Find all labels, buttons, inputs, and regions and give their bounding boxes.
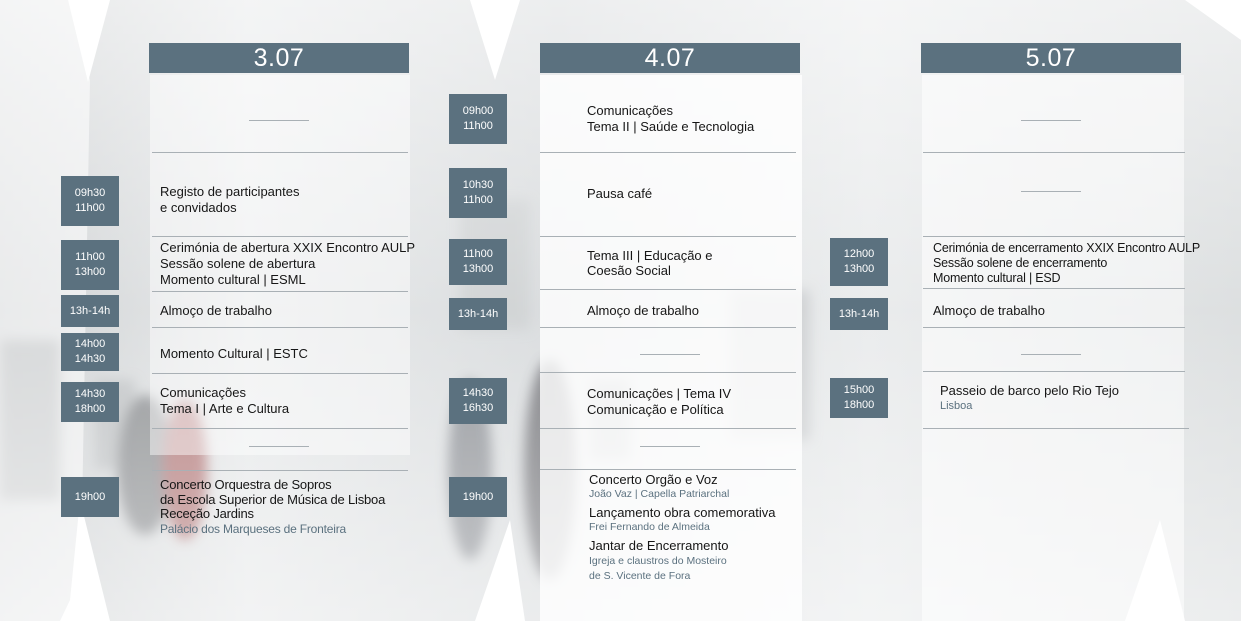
- time-badge: 12h00 13h00: [830, 238, 888, 286]
- divider-short: [1021, 191, 1081, 192]
- session-text: Comunicações Tema I | Arte e Cultura: [160, 385, 290, 416]
- divider: [923, 428, 1189, 429]
- time-badge: 14h00 14h30: [61, 333, 119, 371]
- time-badge: 14h30 18h00: [61, 382, 119, 422]
- divider-short: [1021, 120, 1081, 121]
- session-text: Comunicações Tema II | Saúde e Tecnologia: [587, 103, 755, 134]
- divider-short: [1021, 354, 1081, 355]
- session-text: Pausa café: [587, 186, 653, 201]
- divider-short: [640, 446, 700, 447]
- time-badge: 11h00 13h00: [61, 240, 119, 290]
- divider: [923, 288, 1185, 289]
- session-text: Almoço de trabalho: [933, 303, 1046, 318]
- divider: [540, 469, 796, 470]
- divider-short: [249, 120, 309, 121]
- divider: [152, 291, 408, 292]
- day-header-3-07: 3.07: [149, 43, 409, 73]
- session-text: Cerimónia de abertura XXIX Encontro AULP Sessão solene de abertura Momento cultural | ESML: [160, 240, 416, 287]
- day-header-4-07: 4.07: [540, 43, 800, 73]
- divider: [540, 152, 796, 153]
- session-text: Passeio de barco pelo Rio Tejo Lisboa: [940, 383, 1119, 412]
- divider: [540, 428, 796, 429]
- divider: [152, 373, 408, 374]
- time-badge: 13h-14h: [449, 298, 507, 330]
- divider-short: [640, 354, 700, 355]
- divider: [152, 236, 408, 237]
- time-badge: 09h00 11h00: [449, 94, 507, 144]
- session-text: Momento Cultural | ESTC: [160, 346, 308, 361]
- divider: [540, 236, 796, 237]
- time-badge: 19h00: [61, 477, 119, 517]
- session-text: Tema III | Educação e Coesão Social: [587, 248, 713, 278]
- divider: [540, 372, 796, 373]
- session-text: Concerto Orgão e Voz João Vaz | Capella Patriarchal Lançamento obra comemorativa Frei Fernando de Almeida Jantar de Encerramento Igreja e claustros do Mosteiro de S. Vicente de Fora: [589, 472, 776, 582]
- time-badge: 13h-14h: [830, 298, 888, 330]
- divider: [923, 327, 1185, 328]
- divider: [152, 470, 408, 471]
- time-badge: 19h00: [449, 477, 507, 517]
- time-badge: 10h30 11h00: [449, 168, 507, 218]
- session-text: Almoço de trabalho: [587, 303, 700, 318]
- session-text: Concerto Orquestra de Sopros da Escola Superior de Música de Lisboa Receção Jardins Palácio dos Marqueses de Fronteira: [160, 477, 386, 536]
- divider: [923, 152, 1185, 153]
- time-badge: 13h-14h: [61, 295, 119, 327]
- session-text: Cerimónia de encerramento XXIX Encontro AULP Sessão solene de encerramento Momento cultural | ESD: [933, 241, 1201, 285]
- session-text: Comunicações | Tema IV Comunicação e Política: [587, 386, 732, 417]
- time-badge: 11h00 13h00: [449, 239, 507, 285]
- divider: [923, 371, 1185, 372]
- time-badge: 09h30 11h00: [61, 176, 119, 226]
- divider: [540, 327, 796, 328]
- divider-short: [249, 446, 309, 447]
- time-badge: 14h30 16h30: [449, 378, 507, 424]
- divider: [540, 289, 796, 290]
- time-badge: 15h00 18h00: [830, 378, 888, 418]
- session-text: Almoço de trabalho: [160, 303, 273, 318]
- divider: [152, 152, 408, 153]
- session-text: Registo de participantes e convidados: [160, 184, 300, 215]
- divider: [152, 327, 408, 328]
- day-header-5-07: 5.07: [921, 43, 1181, 73]
- divider: [923, 236, 1185, 237]
- divider: [152, 428, 408, 429]
